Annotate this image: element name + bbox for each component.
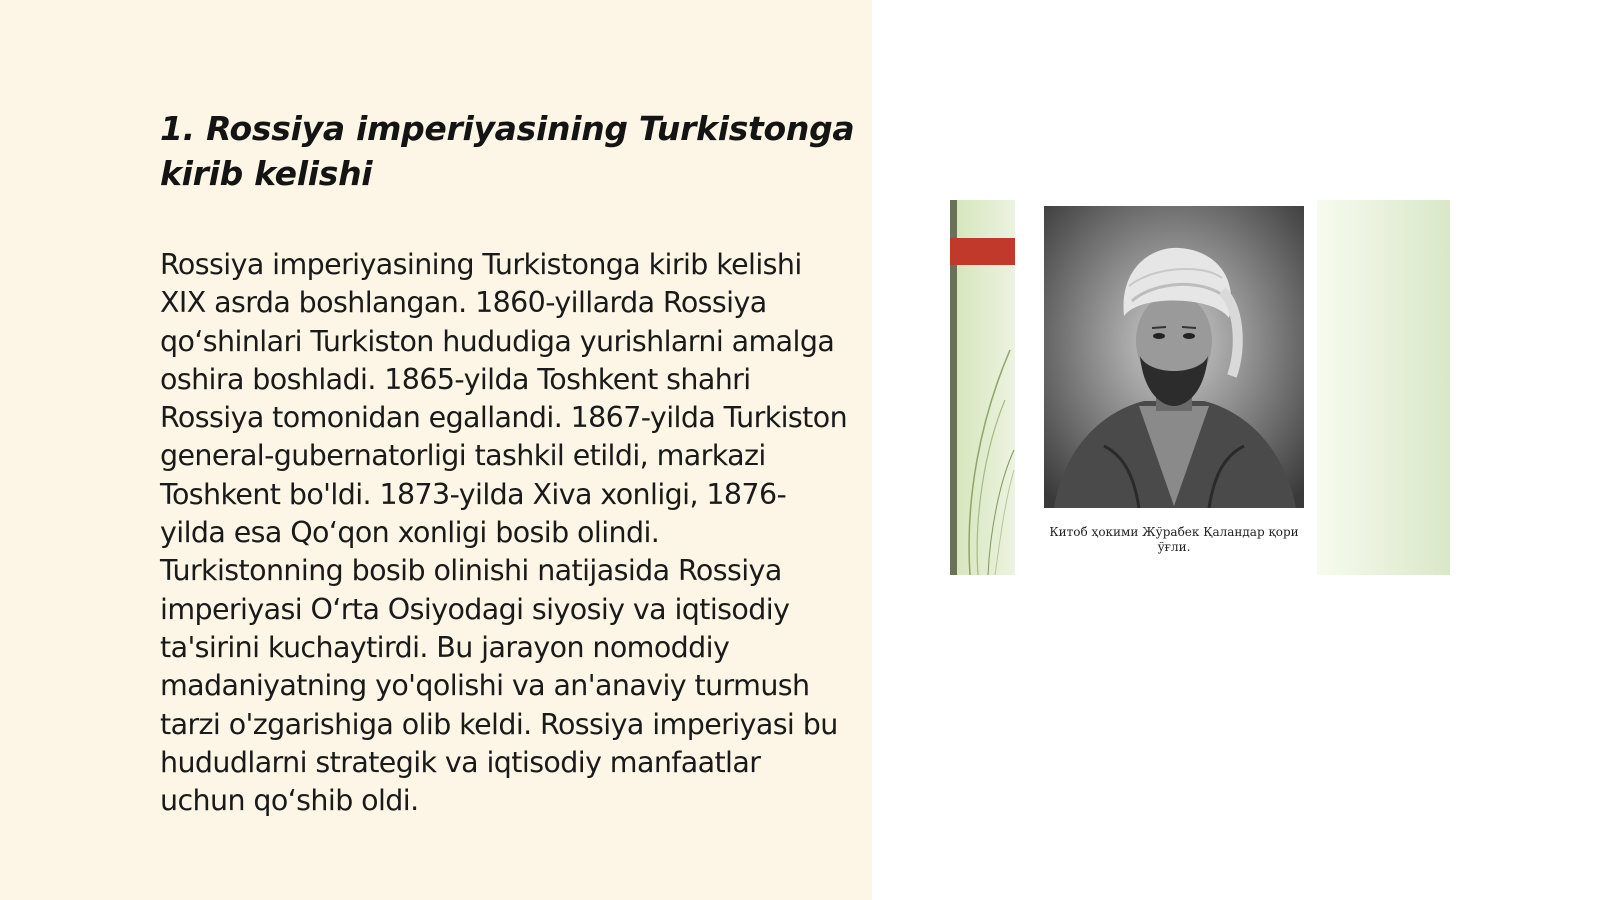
figure-caption: Китоб ҳокими Жўрабек Қаландар қори ўғли.	[1049, 525, 1299, 554]
slide-body-text: Rossiya imperiyasining Turkistonga kirib kelishi XIX asrda boshlangan. 1860-yillarda Rossiya qo‘shinlari Turkiston hududiga yurishlarni amalga oshira boshladi. 1865-yilda Toshkent shahri Rossiya tomonidan egallandi. 1867-yilda Turkiston general-gubernatorligi tashkil etildi, markazi Toshkent bo'ldi. 1873-yilda Xiva xonligi, 1876-yilda esa Qo‘qon xonligi bosib olindi. Turkistonning bosib olinishi natijasida Rossiya imperiyasi O‘rta Osiyodagi siyosiy va iqtisodiy ta'sirini kuchaytirdi. Bu jarayon nomoddiy madaniyatning yo'qolishi va an'anaviy turmush tarzi o'zgarishiga olib keldi. Rossiya imperiyasi bu hududlarni strategik va iqtisodiy manfaatlar uchun qo‘shib oldi.	[160, 248, 848, 818]
slide-title: 1. Rossiya imperiyasining Turkistonga kirib kelishi	[160, 109, 855, 193]
portrait-photo	[1044, 206, 1304, 508]
figure-decoration-right	[1317, 200, 1450, 575]
figure-accent-bar	[950, 238, 1015, 265]
figure	[950, 200, 1450, 575]
